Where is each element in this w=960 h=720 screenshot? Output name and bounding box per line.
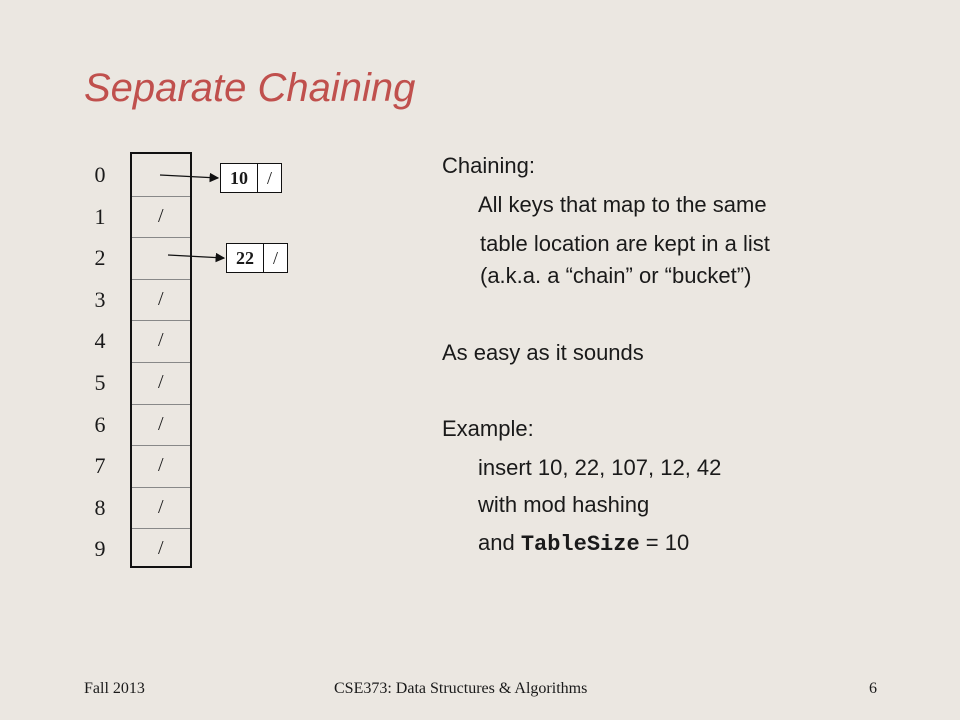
index-label: 6 bbox=[94, 412, 106, 437]
cell-value: / bbox=[158, 371, 164, 393]
pointer-arrow bbox=[160, 175, 218, 178]
example-prefix: and bbox=[478, 530, 521, 555]
cell-value: / bbox=[158, 204, 164, 227]
node-key: 22 bbox=[227, 244, 264, 272]
index-label: 5 bbox=[94, 370, 106, 395]
example-suffix: = 10 bbox=[639, 530, 690, 555]
example-line bbox=[478, 530, 689, 557]
cell-value: / bbox=[158, 329, 164, 352]
index-label: 1 bbox=[94, 204, 106, 229]
node-next: / bbox=[266, 167, 272, 188]
footer-date: Fall 2013 bbox=[84, 680, 145, 697]
slide-title: Separate Chaining bbox=[84, 66, 416, 110]
chaining-line: table location are kept in a list bbox=[480, 231, 770, 256]
index-label: 2 bbox=[94, 245, 106, 270]
cell-value: / bbox=[158, 537, 164, 560]
pointer-arrow bbox=[168, 255, 224, 258]
chain-node bbox=[226, 243, 288, 273]
cell-value: / bbox=[158, 412, 164, 435]
node-key: 10 bbox=[221, 164, 258, 192]
cell-value: / bbox=[158, 495, 164, 518]
index-label: 7 bbox=[94, 453, 106, 478]
easy-text: As easy as it sounds bbox=[442, 340, 644, 365]
tablesize-code: TableSize bbox=[520, 532, 640, 557]
cell-value: / bbox=[158, 454, 164, 477]
index-label: 9 bbox=[94, 536, 106, 561]
node-next: / bbox=[272, 247, 278, 268]
chaining-line: All keys that map to the same bbox=[478, 192, 767, 217]
index-label: 3 bbox=[94, 287, 106, 312]
chaining-heading: Chaining: bbox=[442, 153, 535, 178]
example-line: with mod hashing bbox=[478, 492, 650, 517]
index-label: 4 bbox=[94, 328, 106, 353]
example-heading: Example: bbox=[442, 416, 534, 441]
footer-course: CSE373: Data Structures & Algorithms bbox=[334, 680, 588, 697]
index-label: 8 bbox=[94, 495, 106, 520]
cell-value: / bbox=[158, 287, 164, 310]
index-label: 0 bbox=[94, 162, 106, 187]
page-number: 6 bbox=[869, 680, 877, 697]
chain-node bbox=[220, 163, 282, 193]
example-line: insert 10, 22, 107, 12, 42 bbox=[478, 455, 722, 480]
chaining-line: (a.k.a. a “chain” or “bucket”) bbox=[480, 263, 752, 288]
